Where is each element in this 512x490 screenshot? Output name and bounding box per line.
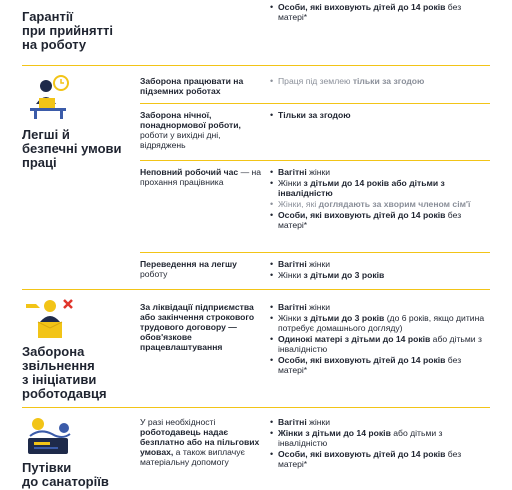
section-divider: [22, 407, 490, 408]
section-title: Заборона звільнення з ініціативи роботодавця: [22, 344, 107, 401]
benefit-item: • Жінки, які доглядають за хворим членом сім'ї: [270, 199, 488, 209]
benefit-item: • Жінки з дітьми до 14 років або дітьми з інвалідністю: [270, 178, 488, 198]
section-title: Легші й безпечні умови праці: [22, 127, 122, 170]
benefits-list: [270, 302, 488, 376]
section-title: Гарантії при прийнятті на роботу: [22, 9, 113, 52]
condition-text: Переведення на легшу роботу: [140, 259, 237, 279]
benefits-list: [270, 259, 488, 281]
benefit-item: • Особи, які виховують дітей до 14 років без матері*: [270, 355, 488, 375]
sanatorium-voucher-icon: [24, 414, 76, 460]
benefit-item: • Жінки з дітьми до 14 років або дітьми з інвалідністю: [270, 428, 488, 448]
section-divider: [22, 289, 490, 290]
section-title: Путівки до санаторіїв: [22, 460, 109, 489]
benefit-item: • Вагітні жінки: [270, 417, 488, 427]
benefit-item: • Жінки з дітьми до 3 років (до 6 років, якщо дитина потребує домашнього догляду): [270, 313, 488, 333]
benefit-item: • Жінки з дітьми до 3 років: [270, 270, 488, 280]
condition-text: Неповний робочий час — на прохання працівника: [140, 167, 262, 187]
benefit-item: • Вагітні жінки: [270, 259, 488, 269]
benefits-list: [270, 167, 488, 231]
benefit-item: • Особи, які виховують дітей до 14 років без матері*: [270, 210, 488, 230]
benefit-item: • Праця під землею тільки за згодою: [270, 76, 488, 86]
benefits-list: [270, 76, 488, 87]
benefit-item: • Особи, які виховують дітей до 14 років без матері*: [270, 2, 488, 22]
benefit-item: • Особи, які виховують дітей до 14 років без матері*: [270, 449, 488, 469]
benefits-list: [270, 417, 488, 470]
condition-text: У разі необхідності роботодавець надає безплатно або на пільгових умовах, а також виплачує матеріальну допомогу: [140, 417, 260, 467]
benefit-item: • Тільки за згодою: [270, 110, 488, 120]
row-divider: [140, 252, 490, 253]
woman-at-laptop-clock-icon: [24, 74, 76, 120]
benefits-list: [270, 2, 488, 23]
condition-text: Заборона працювати на підземних роботах: [140, 76, 244, 96]
row-divider: [140, 160, 490, 161]
benefit-item: • Вагітні жінки: [270, 167, 488, 177]
row-divider: [140, 103, 490, 104]
condition-text: Заборона нічної, понаднормової роботи, роботи у вихідні дні, відряджень: [140, 110, 241, 150]
woman-box-pointing-cross-icon: [24, 296, 76, 342]
condition-text: За ліквідації підприємства або закінчення строкового трудового договору — обов'язкове працевлаштування: [140, 302, 255, 352]
benefits-list: [270, 110, 488, 121]
benefit-item: • Вагітні жінки: [270, 302, 488, 312]
benefit-item: • Одинокі матері з дітьми до 14 років або дітьми з інвалідністю: [270, 334, 488, 354]
section-divider: [22, 65, 490, 66]
